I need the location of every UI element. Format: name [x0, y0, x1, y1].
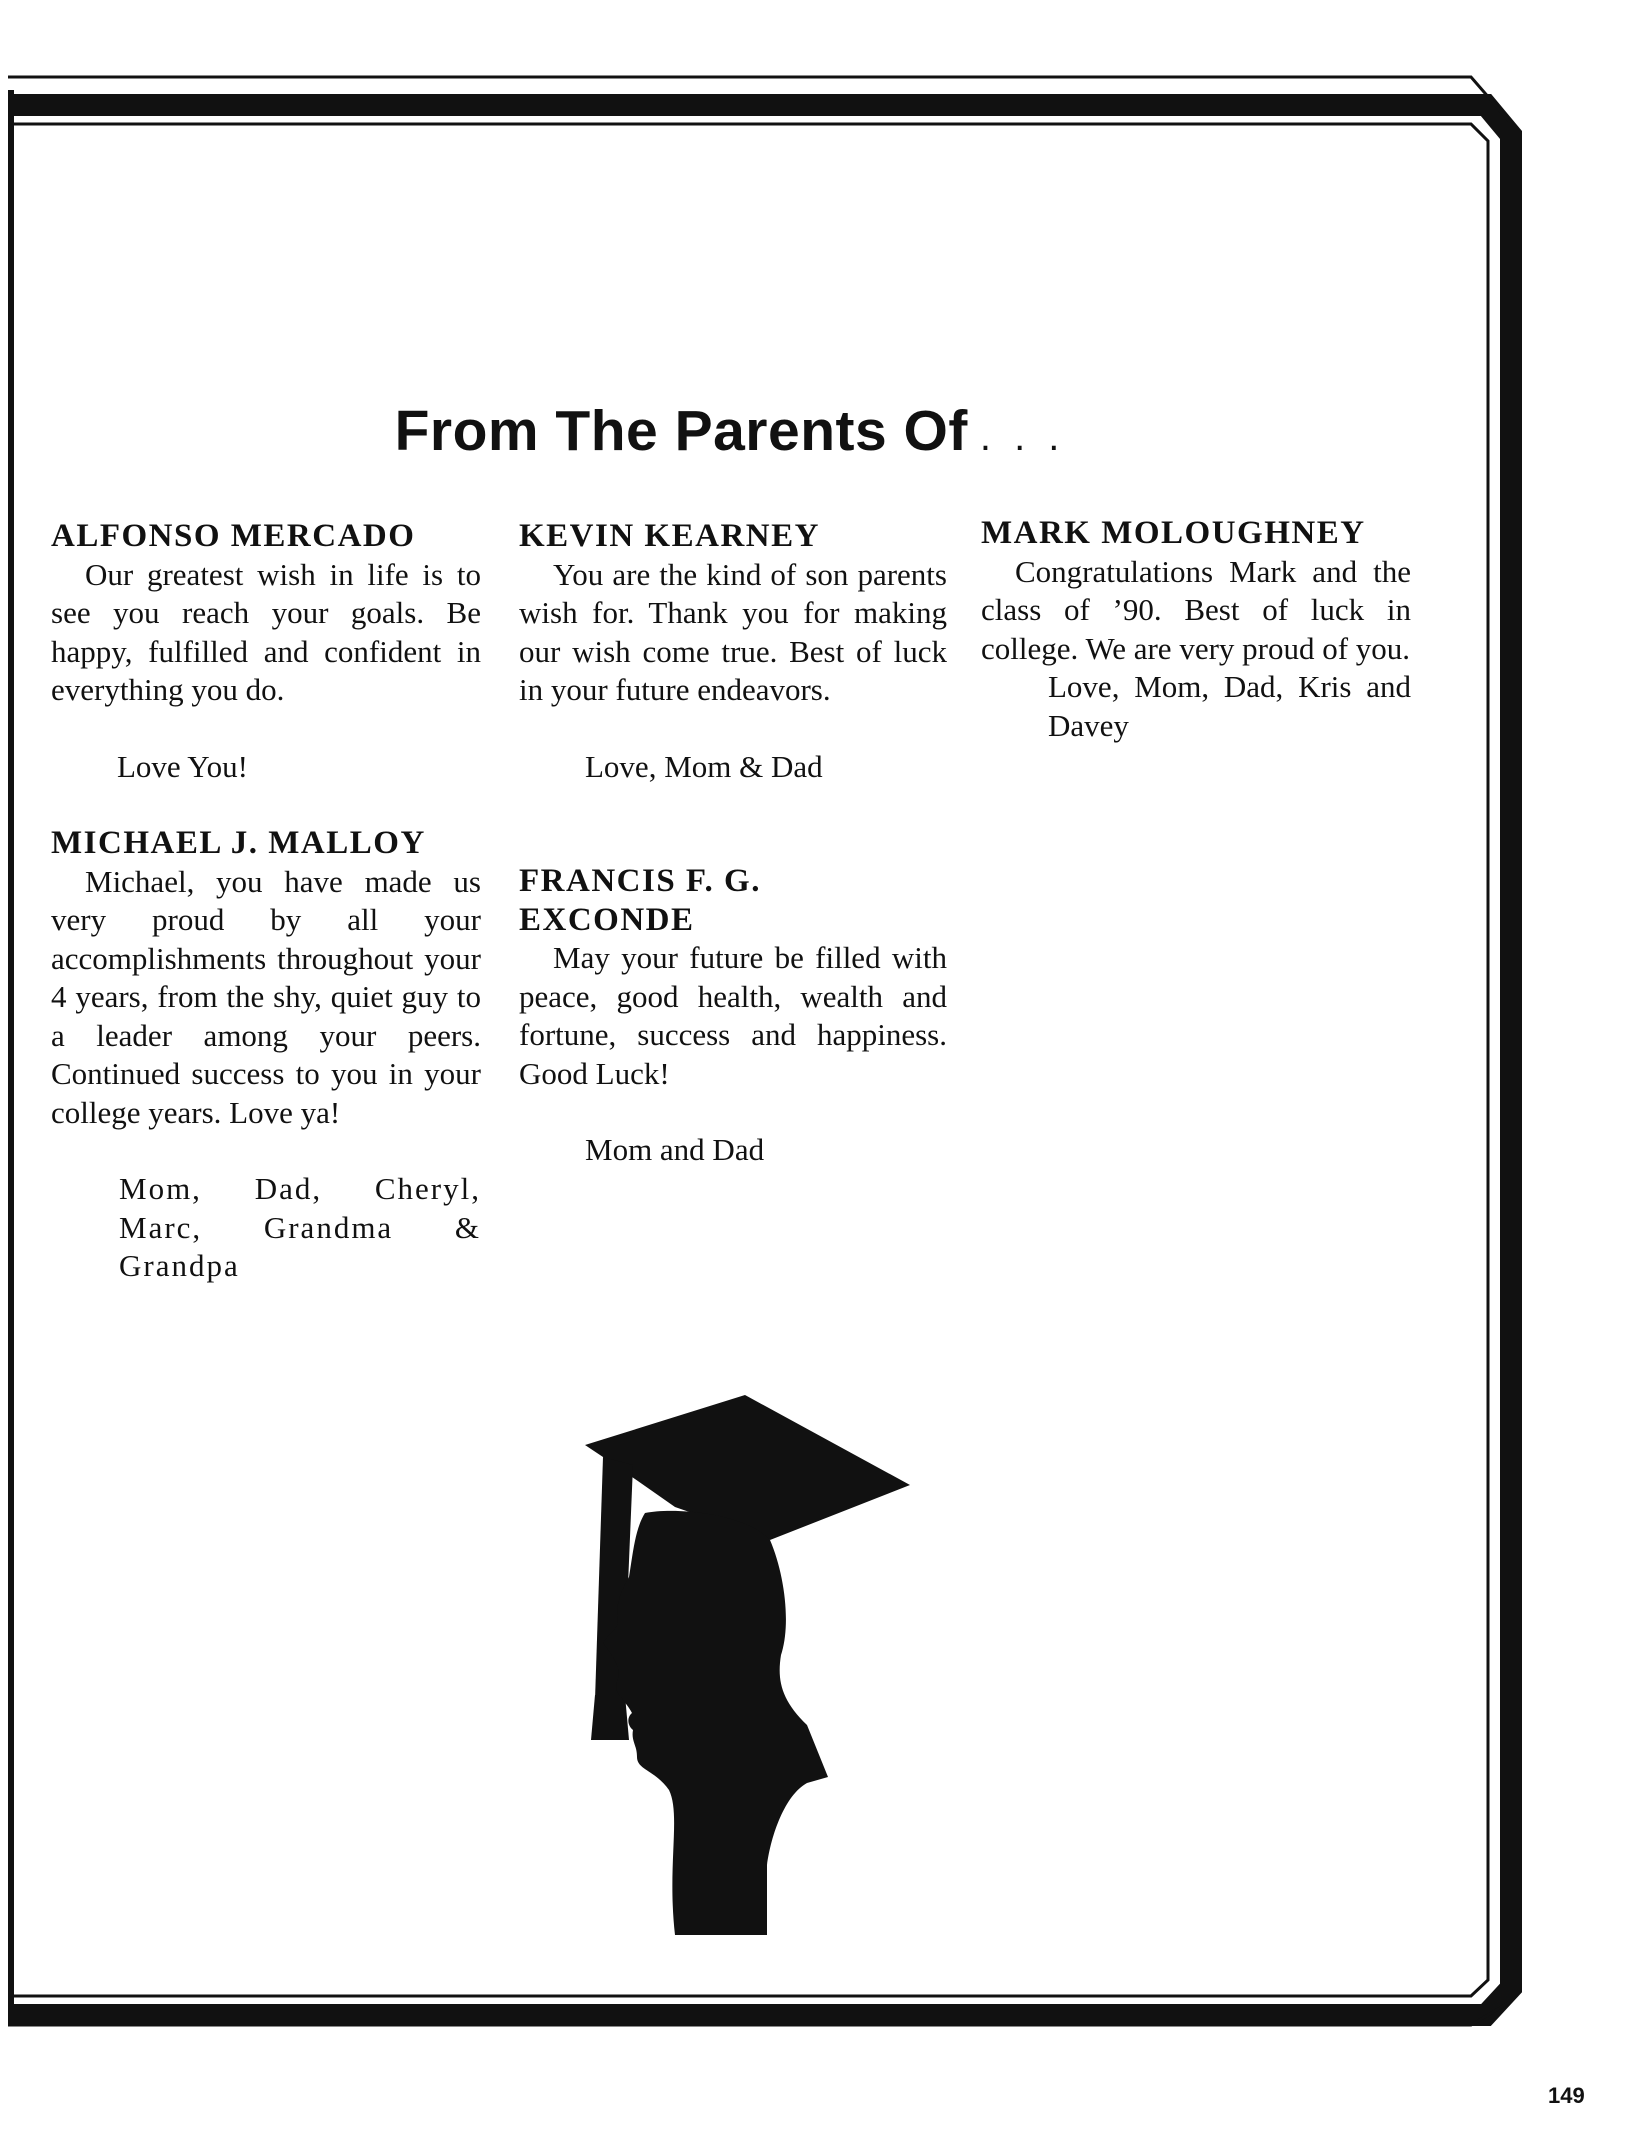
title-ellipsis: . . . — [979, 415, 1066, 459]
entry-signature: Love, Mom & Dad — [585, 748, 823, 784]
entry-message: You are the kind of son parents wish for. Thank you for making our wish come true. Best of luck in your future endeavors. — [519, 556, 947, 707]
page-number: 149 — [1548, 2083, 1585, 2108]
entry-name: MARK MOLOUGHNEY — [981, 515, 1366, 551]
graduate-silhouette-icon — [585, 1395, 915, 1935]
entry-mark-moloughney — [981, 514, 1411, 745]
entry-signature: Love You! — [117, 748, 248, 784]
entry-alfonso-mercado — [51, 517, 481, 786]
title-text: From The Parents Of — [394, 399, 968, 463]
entry-message: May your future be filled with peace, good health, wealth and fortune, success and happiness. Good Luck! — [519, 940, 947, 1091]
entry-signature: Mom and Dad — [585, 1132, 765, 1167]
entry-message: Our greatest wish in life is to see you reach your goals. Be happy, fulfilled and confident in everything you do. — [51, 556, 481, 707]
entry-michael-malloy — [51, 824, 481, 1286]
entry-name: KEVIN KEARNEY — [519, 518, 820, 554]
entry-kevin-kearney — [519, 517, 947, 786]
entry-signature: Mom, Dad, Cheryl, Marc, Grandma & Grandpa — [119, 1171, 481, 1283]
page-title — [0, 398, 1460, 464]
entry-name: ALFONSO MERCADO — [51, 518, 416, 554]
entry-message: Michael, you have made us very proud by all your accomplishments throughout your 4 years, from the shy, quiet guy to a leader among your peers. Continued success to you in your college years. Love ya! — [51, 863, 481, 1130]
entry-name: MICHAEL J. MALLOY — [51, 825, 426, 861]
entry-message: Congratulations Mark and the class of ’90. Best of luck in college. We are very proud of you. — [981, 553, 1411, 666]
entry-name: FRANCIS F. G. EXCONDE — [519, 863, 761, 938]
entry-francis-exconde — [519, 862, 947, 1170]
entry-signature: Love, Mom, Dad, Kris and Davey — [1048, 669, 1411, 743]
